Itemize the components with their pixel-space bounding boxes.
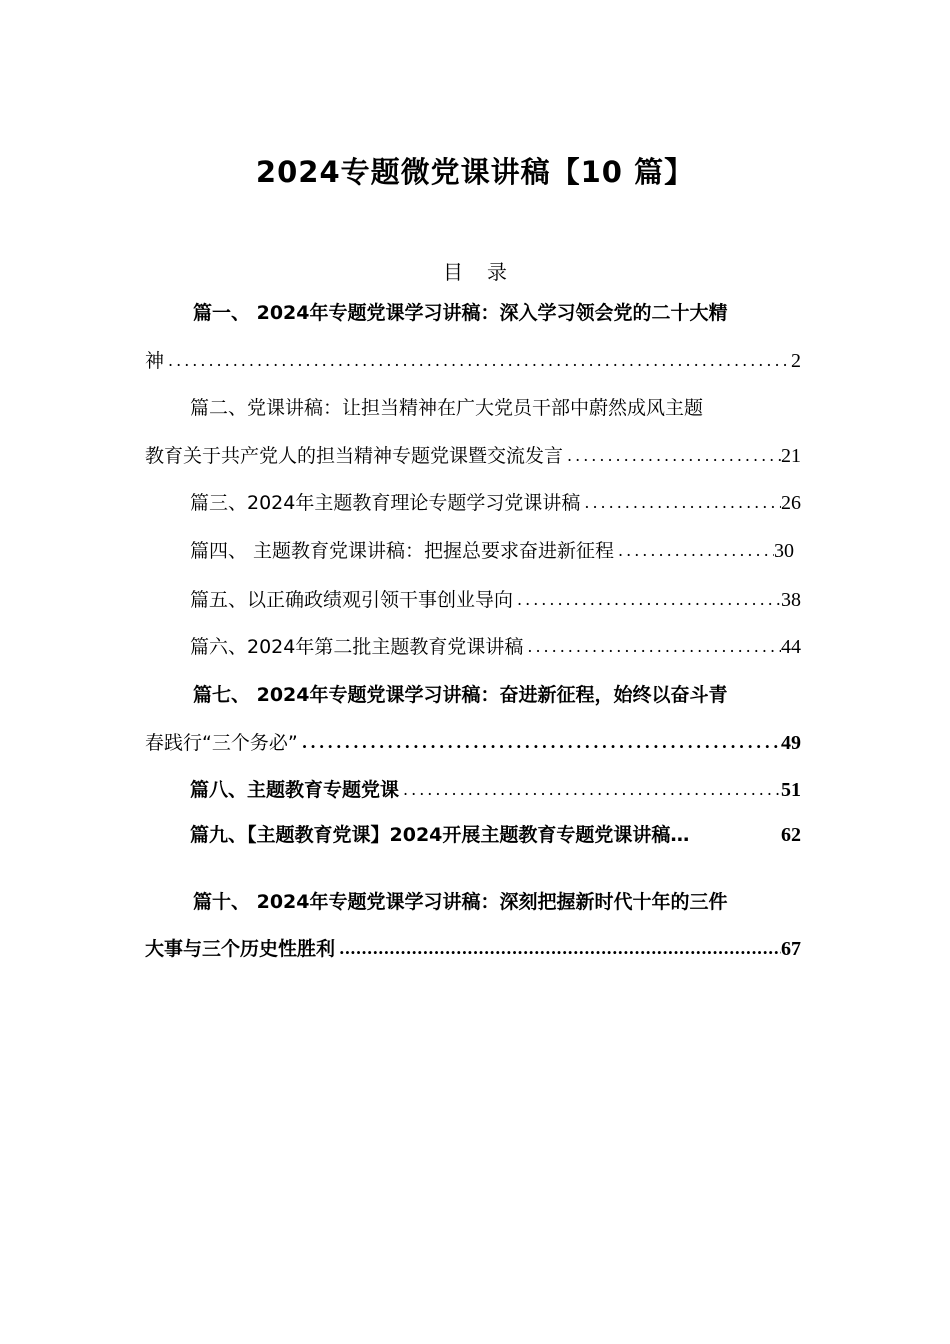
- toc-entry-7-page: 49: [781, 732, 801, 754]
- dot-leader: [298, 731, 781, 755]
- toc-entry-4[interactable]: [190, 539, 794, 563]
- toc-entry-3-page: 26: [781, 492, 801, 514]
- toc-entry-10[interactable]: [145, 937, 801, 961]
- dot-leader: [513, 588, 781, 612]
- toc-entry-8-text: 篇八、主题教育专题党课: [190, 779, 400, 801]
- toc-entry-10-page: 67: [781, 938, 801, 960]
- toc-entry-10-line1[interactable]: 篇十、 2024年专题党课学习讲稿：深刻把握新时代十年的三件: [193, 891, 728, 913]
- toc-entry-2[interactable]: [145, 444, 801, 468]
- toc-entry-5[interactable]: [190, 588, 801, 612]
- dot-leader: [614, 539, 774, 563]
- document-title: 2024专题微党课讲稿【10 篇】: [255, 155, 695, 189]
- dot-leader: [523, 635, 781, 659]
- toc-entry-6-page: 44: [781, 636, 801, 658]
- toc-entry-1-line2: 神: [145, 350, 165, 372]
- dot-leader: [399, 778, 781, 802]
- toc-entry-8[interactable]: [190, 778, 801, 802]
- toc-entry-5-text: 篇五、以正确政绩观引领干事创业导向: [190, 589, 514, 611]
- dot-leader: [164, 349, 791, 373]
- toc-entry-9[interactable]: [190, 823, 801, 847]
- toc-entry-6[interactable]: [190, 635, 801, 659]
- toc-entry-8-page: 51: [781, 779, 801, 801]
- toc-entry-7-line1[interactable]: 篇七、 2024年专题党课学习讲稿：奋进新征程，始终以奋斗青: [193, 684, 728, 706]
- dot-leader: [580, 491, 781, 515]
- toc-entry-2-line2: 教育关于共产党人的担当精神专题党课暨交流发言: [145, 445, 564, 467]
- toc-entry-2-line1[interactable]: 篇二、党课讲稿：让担当精神在广大党员干部中蔚然成风主题: [190, 397, 704, 419]
- toc-entry-4-text: 篇四、 主题教育党课讲稿：把握总要求奋进新征程: [190, 540, 615, 562]
- toc-entry-1-page: 2: [791, 350, 801, 372]
- toc-entry-4-page: 30: [774, 540, 794, 562]
- dot-leader: [335, 937, 781, 961]
- toc-entry-1[interactable]: [145, 349, 801, 373]
- toc-entry-7-line2: 春践行“三个务必”: [145, 732, 298, 754]
- toc-entry-5-page: 38: [781, 589, 801, 611]
- toc-entry-2-page: 21: [781, 445, 801, 467]
- toc-entry-9-text: 篇九、【主题教育党课】2024开展主题教育专题党课讲稿…: [190, 824, 690, 846]
- toc-entry-9-page: 62: [781, 824, 801, 846]
- toc-entry-7[interactable]: [145, 731, 801, 755]
- toc-heading: 目录: [443, 260, 531, 284]
- toc-entry-6-text: 篇六、2024年第二批主题教育党课讲稿: [190, 636, 524, 658]
- toc-entry-1-line1[interactable]: 篇一、 2024年专题党课学习讲稿：深入学习领会党的二十大精: [193, 302, 728, 324]
- dot-leader: [563, 444, 781, 468]
- toc-entry-3[interactable]: [190, 491, 801, 515]
- toc-entry-10-line2: 大事与三个历史性胜利: [145, 938, 336, 960]
- toc-entry-3-text: 篇三、2024年主题教育理论专题学习党课讲稿: [190, 492, 581, 514]
